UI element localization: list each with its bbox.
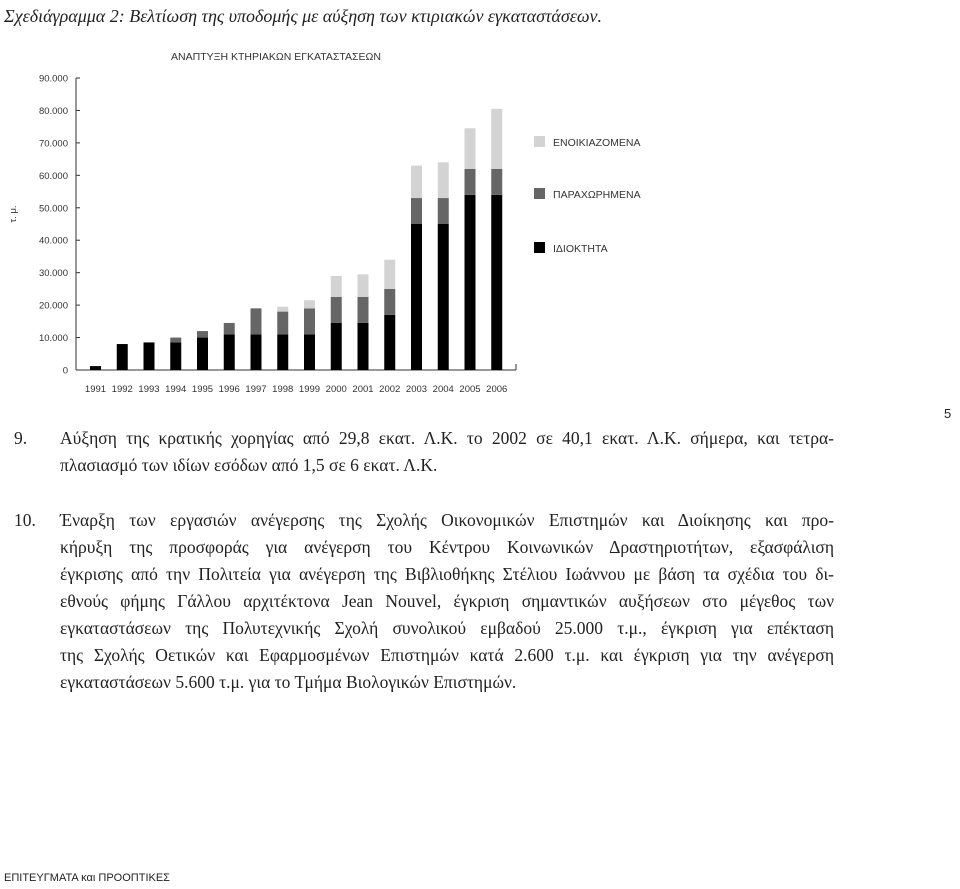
bar-segment-1998-s2 (277, 307, 288, 312)
x-tick-label: 1998 (272, 384, 294, 395)
legend-label: ΙΔΙΟΚΤΗΤΑ (553, 243, 608, 255)
bar-segment-1997-s1 (251, 308, 262, 334)
item-9-line-1: 9. Αύξηση της κρατικής χορηγίας από 29,8 εκατ. Λ.Κ. το 2002 σε 40,1 εκατ. Λ.Κ. σήμερα, και τετρα- (14, 425, 834, 452)
item-number: 10. (14, 510, 36, 530)
bar-segment-2005-s0 (465, 195, 476, 370)
y-tick-label: 60.000 (38, 170, 68, 182)
legend-swatch (534, 242, 545, 253)
bar-segment-2002-s0 (384, 315, 395, 370)
bar-segment-2003-s0 (411, 224, 422, 370)
bar-segment-2004-s0 (438, 224, 449, 370)
bar-segment-1999-s1 (304, 308, 315, 334)
chart-title: ΑΝΑΠΤΥΞΗ ΚΤΗΡΙΑΚΩΝ ΕΓΚΑΤΑΣΤΑΣΕΩΝ (171, 51, 381, 63)
y-tick-label: 40.000 (38, 235, 68, 247)
bar-segment-2003-s1 (411, 198, 422, 224)
x-tick-label: 2005 (459, 384, 481, 395)
bar-segment-2004-s2 (438, 162, 449, 198)
page-number: 5 (944, 406, 952, 421)
y-tick-label: 10.000 (38, 333, 68, 345)
bar-segment-1997-s0 (251, 334, 262, 370)
y-tick-label: 20.000 (38, 300, 68, 312)
item-10-line-2: κήρυξη της προσφοράς για ανέγερση του Κέντρου Κοινωνικών Δραστηριοτήτων, εξασφάλιση (60, 537, 834, 557)
bar-segment-2002-s1 (384, 289, 395, 315)
y-axis-label: τ. μ. (8, 205, 19, 223)
x-tick-label: 2003 (405, 384, 428, 395)
item-10-line-1: 10. Έναρξη των εργασιών ανέγερσης της Σχολής Οικονομικών Επιστημών και Διοίκησης και προ- (14, 507, 834, 534)
item-10-line-3: έγκρισης από την Πολιτεία για ανέγερση της Βιβλιοθήκης Στέλιου Ιωάννου με βάση τα σχέδια του δι- (60, 564, 834, 584)
bar-segment-2006-s2 (491, 109, 502, 169)
bar-segment-2006-s1 (491, 169, 502, 195)
footer: ΕΠΙΤΕΥΓΜΑΤΑ και ΠΡΟΟΠΤΙΚΕΣ (4, 872, 170, 884)
bar-segment-1999-s2 (304, 300, 315, 308)
bar-segment-1995-s0 (197, 338, 208, 370)
bar-segment-2005-s2 (465, 128, 476, 169)
y-tick-label: 30.000 (38, 268, 68, 280)
x-tick-label: 1991 (84, 384, 107, 395)
y-tick-label: 70.000 (38, 138, 68, 150)
figure-caption: Σχεδιάγραμμα 2: Βελτίωση της υποδομής με αύξηση των κτιριακών εγκαταστάσεων. (4, 6, 603, 26)
building-growth-chart (0, 44, 700, 404)
bar-segment-1994-s0 (170, 342, 181, 370)
bar-segment-2001-s0 (358, 323, 369, 370)
item-10-line-4: εθνούς φήμης Γάλλου αρχιτέκτονα Jean Nouvel, έγκριση σημαντικών αυξήσεων στο μέγεθος των (60, 591, 834, 611)
y-tick-label: 80.000 (38, 105, 68, 117)
x-tick-label: 1992 (111, 384, 133, 395)
list-item-10 (14, 507, 834, 696)
y-tick-label: 90.000 (38, 73, 68, 85)
y-tick-label: 50.000 (38, 203, 68, 215)
item-number: 9. (14, 428, 28, 448)
item-9-line-2: πλασιασμό των ιδίων εσόδων από 1,5 σε 6 εκατ. Λ.Κ. (60, 455, 438, 475)
bar-segment-1991-s0 (90, 366, 101, 370)
x-tick-label: 2004 (432, 384, 454, 395)
bar-segment-1999-s0 (304, 334, 315, 370)
item-10-line-5: εγκαταστάσεων της Πολυτεχνικής Σχολή συνολικού εμβαδού 25.000 τ.μ., έγκριση για επέκταση (60, 618, 834, 638)
x-tick-label: 1994 (165, 384, 187, 395)
x-tick-label: 2000 (325, 384, 347, 395)
item-10-line-7: εγκαταστάσεων 5.600 τ.μ. για το Τμήμα Βιολογικών Επιστημών. (60, 672, 517, 692)
legend-label: ΕΝΟΙΚΙΑΖΟΜΕΝΑ (553, 137, 641, 149)
item-10-line-6: της Σχολής Οετικών και Εφαρμοσμένων Επιστημών κατά 2.600 τ.μ. και έγκριση για την ανέγερση (60, 645, 834, 665)
bar-segment-2002-s2 (384, 260, 395, 289)
bar-segment-2001-s1 (358, 297, 369, 323)
x-tick-label: 1999 (298, 384, 321, 395)
x-tick-label: 1996 (218, 384, 240, 395)
list-item-9 (14, 425, 834, 479)
x-tick-label: 2001 (352, 384, 374, 395)
bar-segment-1996-s0 (224, 334, 235, 370)
bar-segment-1994-s1 (170, 338, 181, 343)
bar-segment-1993-s0 (144, 342, 155, 370)
bar-segment-2000-s0 (331, 323, 342, 370)
legend-swatch (534, 136, 545, 147)
bar-segment-2000-s1 (331, 297, 342, 323)
bar-segment-2001-s2 (358, 274, 369, 297)
y-tick-label: 0 (62, 365, 68, 377)
bar-segment-1992-s0 (117, 344, 128, 370)
x-tick-label: 2006 (486, 384, 508, 395)
legend-swatch (534, 188, 545, 199)
x-tick-label: 1995 (191, 384, 214, 395)
bar-segment-2003-s2 (411, 166, 422, 198)
x-tick-label: 2002 (379, 384, 401, 395)
bar-segment-2000-s2 (331, 276, 342, 297)
bar-segment-2005-s1 (465, 169, 476, 195)
bar-segment-1998-s0 (277, 334, 288, 370)
bar-segment-2004-s1 (438, 198, 449, 224)
bar-segment-2006-s0 (491, 195, 502, 370)
x-tick-label: 1997 (245, 384, 267, 395)
bar-segment-1998-s1 (277, 312, 288, 335)
x-tick-label: 1993 (138, 384, 160, 395)
bar-segment-1995-s1 (197, 331, 208, 337)
bar-segment-1996-s1 (224, 323, 235, 334)
legend-label: ΠΑΡΑΧΩΡΗΜΕΝΑ (553, 189, 641, 201)
